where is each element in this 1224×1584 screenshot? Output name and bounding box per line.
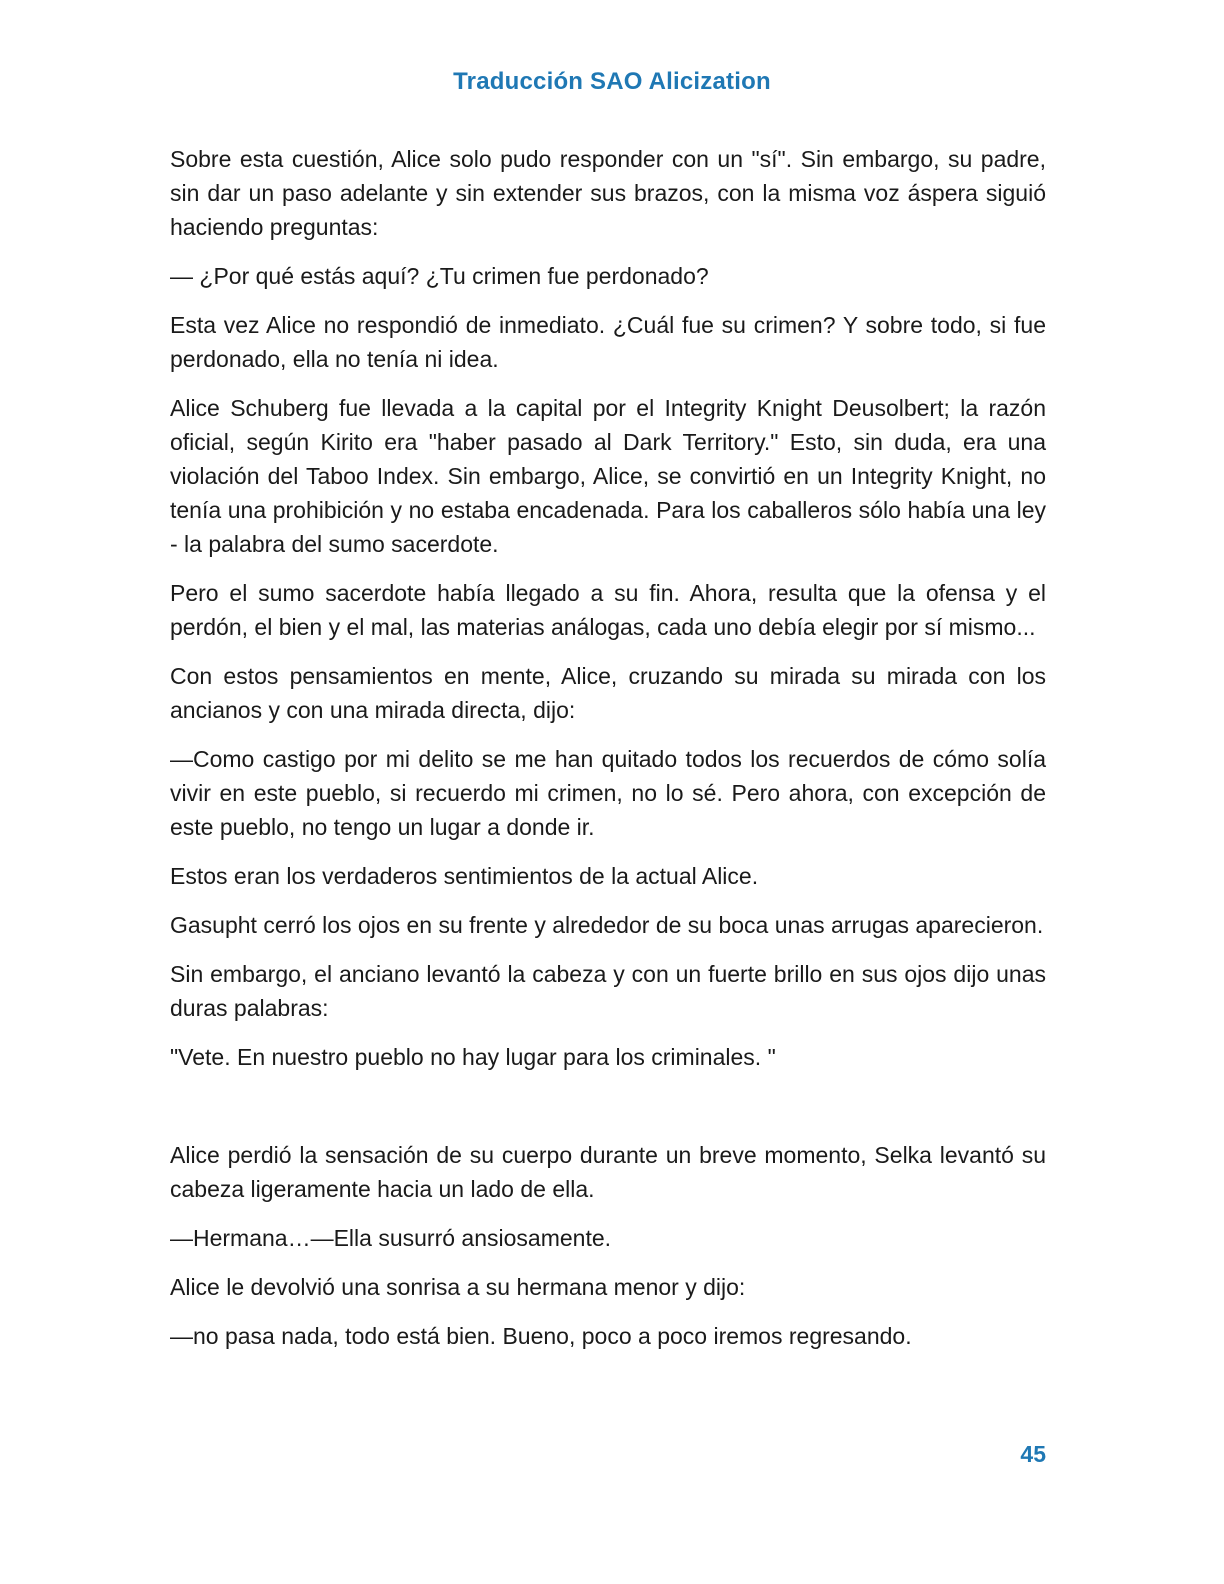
paragraph-13: —Hermana…—Ella susurró ansiosamente. xyxy=(170,1225,612,1251)
paragraph-11: "Vete. En nuestro pueblo no hay lugar para los criminales. " xyxy=(170,1044,776,1070)
paragraph-15: —no pasa nada, todo está bien. Bueno, poco a poco iremos regresando. xyxy=(170,1323,912,1349)
paragraph-4: Alice Schuberg fue llevada a la capital por el Integrity Knight Deusolbert; la razón oficial, según Kirito era "haber pasado al Dark Territory." Esto, sin duda, era una violación del Taboo Index. Sin embargo, Alice, se convirtió en un Integrity Knight, no tenía una prohibición y no estaba encadenada. Para los caballeros sólo había una ley - la palabra del sumo sacerdote. xyxy=(170,395,1046,557)
page-body xyxy=(170,142,1046,1368)
paragraph-12: Alice perdió la sensación de su cuerpo durante un breve momento, Selka levantó su cabeza ligeramente hacia un lado de ella. xyxy=(170,1142,1046,1202)
paragraph-5: Pero el sumo sacerdote había llegado a su fin. Ahora, resulta que la ofensa y el perdón, el bien y el mal, las materias análogas, cada uno debía elegir por sí mismo... xyxy=(170,580,1046,640)
paragraph-7: —Como castigo por mi delito se me han quitado todos los recuerdos de cómo solía vivir en este pueblo, si recuerdo mi crimen, no lo sé. Pero ahora, con excepción de este pueblo, no tengo un lugar a donde ir. xyxy=(170,746,1046,840)
paragraph-1: Sobre esta cuestión, Alice solo pudo responder con un "sí". Sin embargo, su padre, sin dar un paso adelante y sin extender sus brazos, con la misma voz áspera siguió haciendo preguntas: xyxy=(170,146,1046,240)
paragraph-8: Estos eran los verdaderos sentimientos de la actual Alice. xyxy=(170,863,759,889)
paragraph-10: Sin embargo, el anciano levantó la cabeza y con un fuerte brillo en sus ojos dijo unas duras palabras: xyxy=(170,961,1046,1021)
page-header-title: Traducción SAO Alicization xyxy=(453,68,771,95)
page-number: 45 xyxy=(1020,1441,1046,1467)
paragraph-14: Alice le devolvió una sonrisa a su hermana menor y dijo: xyxy=(170,1274,746,1300)
paragraph-6: Con estos pensamientos en mente, Alice, cruzando su mirada su mirada con los ancianos y con una mirada directa, dijo: xyxy=(170,663,1046,723)
paragraph-9: Gasupht cerró los ojos en su frente y alrededor de su boca unas arrugas aparecieron. xyxy=(170,912,1044,938)
paragraph-2: — ¿Por qué estás aquí? ¿Tu crimen fue perdonado? xyxy=(170,263,709,289)
paragraph-3: Esta vez Alice no respondió de inmediato. ¿Cuál fue su crimen? Y sobre todo, si fue perdonado, ella no tenía ni idea. xyxy=(170,312,1046,372)
